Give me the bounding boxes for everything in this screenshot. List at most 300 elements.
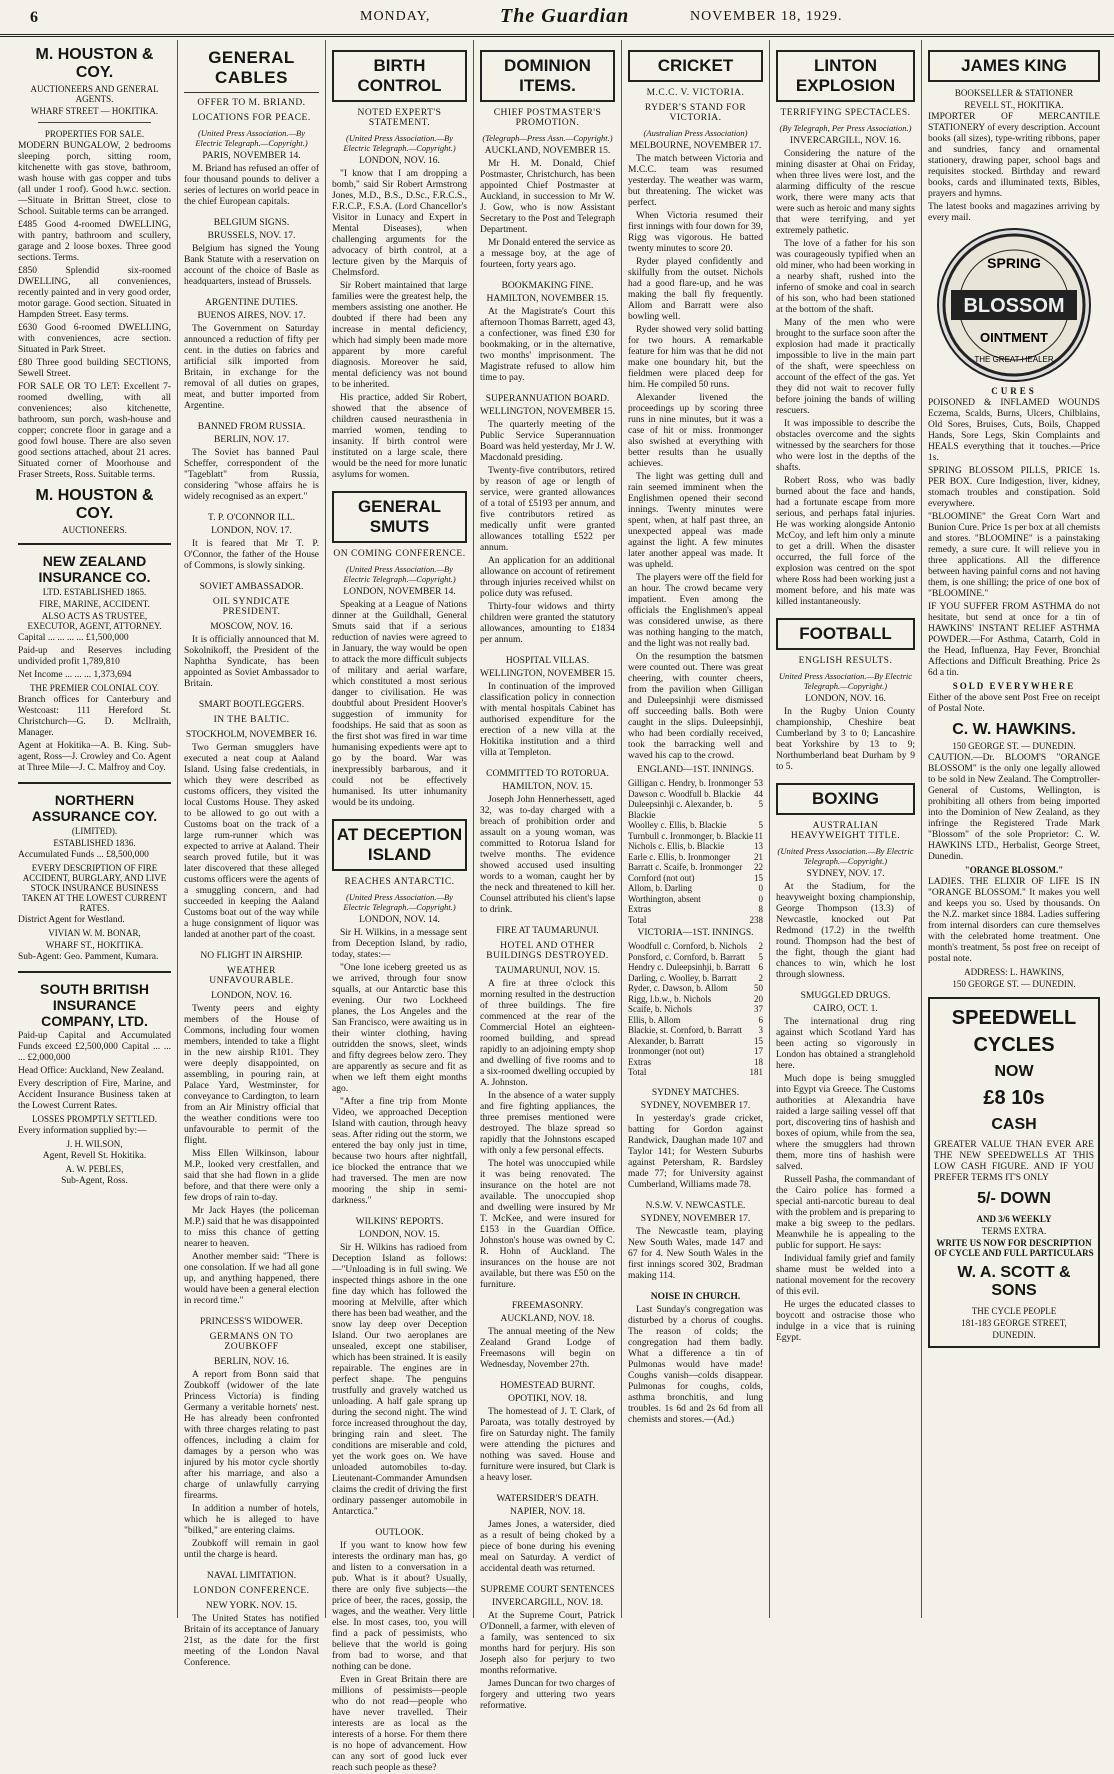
- paragraph: At the Stadium, for the heavyweight boxing championship, George Thompson (13.3) of Newcastle, knocked out Pat Redmond (17.2) in the twelfth round. Thompson had the best of the fight, though the giant had chances to win, which he lost through slowness.: [776, 882, 915, 980]
- south-british-capital: Paid-up Capital and Accumulated Funds exceed £2,500,000 Capital ... ... ... £2,000,000: [18, 1031, 171, 1063]
- batsman: Extras: [628, 1056, 651, 1067]
- credit-line: (United Press Association.—By Electric Telegraph.—Copyright.): [343, 564, 456, 584]
- property-ad: £80 Three good building SECTIONS, Sewell Street.: [18, 358, 171, 379]
- section-heading: LINTON EXPLOSION: [776, 50, 915, 102]
- subheading: OUTLOOK.: [375, 1528, 424, 1538]
- spring-blossom-logo: [937, 228, 1091, 382]
- paragraph: Sir H. Wilkins, in a message sent from Deception Island, by radio, today, states:—: [332, 928, 467, 960]
- speedwell-down: 5/- DOWN: [977, 1190, 1051, 1207]
- paragraph: James Jones, a watersider, died as a result of being choked by a piece of bone during his evening meal on Saturday. A verdict of accidental death was returned.: [480, 1520, 615, 1574]
- runs: 3: [758, 1025, 763, 1035]
- subheading: WATERSIDER'S DEATH.: [496, 1494, 599, 1504]
- asthma-body: IF YOU SUFFER FROM ASTHMA do not hesitate, but send at once for a tin of HAWKINS' INSTANT RELIEF ASTHMA POWDER.—For Asthma, Catarrh, Cold in the Head, Influenza, Hay Fever, Bronchial Affections and Difficult Breathing. Price 2s 6d a tin.: [928, 602, 1100, 678]
- subheading: OIL SYNDICATE PRESIDENT.: [212, 597, 291, 617]
- subheading: T. P. O'CONNOR ILL.: [207, 513, 296, 523]
- dateline: HAMILTON, NOVEMBER 15.: [486, 294, 609, 304]
- dateline: MELBOURNE, NOVEMBER 17.: [629, 141, 762, 151]
- subheading: HOTEL AND OTHER BUILDINGS DESTROYED.: [486, 941, 609, 961]
- paragraph: Individual family grief and family shame must be welded into a national movement for the recovery of this evil.: [776, 1254, 915, 1297]
- score-row: [628, 904, 763, 915]
- paragraph: When Victoria resumed their first innings with four down for 39, Rigg was vigorous. He batted twenty minutes to score 20.: [628, 211, 763, 254]
- paragraph: Twenty peers and eighty members of the House of Commons, including four women members, intended to take a flight in the new airship R101. They were deeply disappointed, on assembling, in pouring rain, at Palace Yard, Westminster, for conveyance to Cardington, to learn from an Air Ministry official that the weather conditions were too unfavourable to permit of the flight.: [184, 1004, 319, 1146]
- dateline: WELLINGTON, NOVEMBER 15.: [480, 407, 615, 417]
- dateline: NEW YORK. NOV. 15.: [205, 1601, 298, 1611]
- south-british-desc: Every description of Fire, Marine, and Accident Insurance Business taken at the Lowest Current Rates.: [18, 1079, 171, 1111]
- paragraph: The homestead of J. T. Clark, of Paroata, was totally destroyed by fire on Saturday night. The family were attending the pictures and nothing was saved. House and furniture were insured, but Clark is a heavy loser.: [480, 1407, 615, 1483]
- batsman: Ellis, b. Allom: [628, 1014, 681, 1025]
- credit-line: (United Press Association.—By Electric Telegraph.—Copyright.): [777, 846, 914, 866]
- northern-agent: District Agent for Westland.: [18, 915, 125, 925]
- paragraph: Many of the men who were brought to the surface soon after the explosion had made it practically impossible to live in the main part of the shaft, were speechless on account of the effect of the gas. Yet they did not wait to recover fully before joining the bands of willing rescuers.: [776, 318, 915, 416]
- dateline: WELLINGTON, NOVEMBER 15.: [480, 669, 615, 679]
- dateline: LONDON, NOV. 16.: [211, 991, 292, 1001]
- column-2-general-cables: [178, 40, 326, 1668]
- runs: 37: [754, 1004, 763, 1014]
- runs: 11: [754, 830, 763, 841]
- speedwell-cycles: CYCLES: [973, 1034, 1055, 1056]
- score-row: [628, 852, 763, 863]
- runs: 2: [758, 972, 763, 983]
- dateline: HAMILTON, NOV. 15.: [502, 782, 593, 792]
- subheading: IN THE BALTIC.: [213, 715, 290, 725]
- paragraph: The Newcastle team, playing New South Wales, made 147 and 67 for 4. New South Wales in the first innings scored 302, Bradman making 114.: [628, 1226, 763, 1281]
- was-cycle-people: THE CYCLE PEOPLE: [971, 1306, 1057, 1316]
- dateline: LONDON, NOV. 14.: [359, 915, 440, 925]
- paragraph: A fire at three o'clock this morning resulted in the destruction of three buildings. The fire commenced at the rear of the Commercial Hotel an eighteen-roomed building, and spread rapidly to an adjoining empty shop and dwelling of five rooms and to a six-roomed dwelling occupied by A. Johnston.: [480, 979, 615, 1088]
- subheading: M.C.C. V. VICTORIA.: [646, 88, 745, 98]
- subheading: WEATHER UNFAVOURABLE.: [209, 966, 294, 986]
- south-british-title: SOUTH BRITISH INSURANCE COMPANY, LTD.: [40, 981, 149, 1029]
- paragraph: Belgium has signed the Young Bank Statute with a reservation on account of the choice of Basle as headquarters, instead of Brussels.: [184, 244, 319, 287]
- paragraph: On the resumption the batsmen were counted out. There was great cheering, with counter cheers, from the pavilion when Gilligan and Duleepsinhji were dismissed off succeeding balls. Both were caught in the slips. Duleepsinhji, who had been cordially received, took the barracking well and waved his cap to the crowd.: [628, 652, 763, 761]
- speedwell-title: SPEEDWELL: [951, 1007, 1077, 1029]
- south-british-losses: LOSSES PROMPTLY SETTLED.: [31, 1114, 158, 1124]
- address-line: 150 GEORGE ST. — DUNEDIN.: [952, 979, 1076, 989]
- subheading: ARGENTINE DUTIES.: [205, 298, 298, 308]
- caution-body: CAUTION.—Dr. BLOOM'S "ORANGE BLOSSOM" is the only one legally allowed to be sold in New Zealand. The Comptroller-General of Customs, Wellington, is prohibiting all others from being imported into the Dominion of New Zealand, as they infringe the Registered Trade Mark "Blossom" of the sole Proprietor: C. W. HAWKINS LTD., Herbalist, George Street, Dunedin.: [928, 753, 1100, 862]
- section-heading: BIRTH CONTROL: [332, 50, 467, 102]
- nz-insurance-fire: FIRE, MARINE, ACCIDENT.: [39, 599, 150, 609]
- sold-everywhere: SOLD EVERYWHERE: [952, 681, 1076, 691]
- paragraph: James Duncan for two charges of forgery and uttering two years reformative.: [480, 1679, 615, 1711]
- james-king-body2: The latest books and magazines arriving by every mail.: [928, 202, 1100, 223]
- paragraph: In the Rugby Union County championship, Cheshire beat Cumberland by 3 to 0; Lancashire beat Yorkshire by 13 to 9; Northumberland beat Durham by 9 to 5.: [776, 707, 915, 772]
- batsman: Blackie, st. Cornford, b. Barratt: [628, 1025, 742, 1035]
- paragraph: Robert Ross, who was badly burned about the face and hands, had a fortunate escape from more serious, and perhaps fatal injuries. He was working alongside Antonio McCoy, and left him only a minute to get a drill. When the disaster occurred, the full force of the explosion was centred on the spot where Ross had been working just a moment before, and his mate was killed instantaneously.: [776, 476, 915, 607]
- subheading: REACHES ANTARCTIC.: [344, 877, 455, 887]
- score-row: [628, 1015, 763, 1026]
- subheading: N.S.W. V. NEWCASTLE.: [645, 1200, 746, 1211]
- paragraph: His practice, added Sir Robert, showed that the absence of children caused neurasthenia in married women, tending to insanity. If birth control were instituted on a large scale, there would be the need for more lunatic asylums for women.: [332, 393, 467, 480]
- masthead-day: MONDAY,: [360, 9, 431, 24]
- south-british-office: Head Office: Auckland, New Zealand.: [18, 1066, 164, 1076]
- paragraph: The quarterly meeting of the Public Service Superannuation Board was held yesterday, Mr J. W. Macdonald presiding.: [480, 420, 615, 463]
- paragraph: Two German smugglers have executed a neat coup at Aaland Island. Using false credentials, in which they were described as customs officers, they visited the local Customs House. They asked to be allowed to go out with a Customs boat on the track of a large rum-runner which was expected to arrive at Aaland. Their search proved futile, but it was later discovered that these alleged customs officers were the agents of a smuggling concern, and had succeeded in keeping the Aaland Customs boat out of the way while a huge consignment of liquor was landed at another part of the coast.: [184, 743, 319, 940]
- paragraph: Zoubkoff will remain in gaol until the charge is heard.: [184, 1539, 319, 1560]
- paragraph: Even in Great Britain there are millions of pessimists—people who do not read—people who have never travelled. Their interests are as local as the interests of a horse. For them there is no hope of advancement. How can any sort of good luck ever reach such people as these?: [332, 1675, 467, 1773]
- paragraph: The international drug ring against which Scotland Yard has been acting so vigorously in London has obtained a stranglehold here.: [776, 1017, 915, 1071]
- score-row: [628, 1067, 763, 1078]
- runs: 53: [754, 778, 763, 788]
- subheading: NOTED EXPERT'S STATEMENT.: [357, 108, 442, 128]
- nz-agents: Agent at Hokitika—A. B. King. Sub-agent, Ross—J. Crowley and Co. Agent at Three Mile—J. C. Malfroy and Coy.: [18, 741, 171, 773]
- nz-insurance-title: NEW ZEALAND INSURANCE CO.: [38, 553, 151, 585]
- paragraph: Alexander livened the proceedings up by scoring three runs in nine minutes, but it was a case of hit or miss. Ironmonger also swished at everything with better results than he usually achieves.: [628, 393, 763, 469]
- subheading: NOISE IN CHURCH.: [650, 1291, 741, 1302]
- agent-name: A. W. PEBLES,: [65, 1164, 124, 1174]
- paragraph: Mr Donald entered the service as a message boy, at the age of fourteen, forty years ago.: [480, 238, 615, 270]
- orange-blossom-heading: "ORANGE BLOSSOM.": [964, 865, 1064, 875]
- column-7-ads: [922, 40, 1106, 1618]
- dateline: AUCKLAND, NOVEMBER 15.: [484, 146, 611, 156]
- paragraph: Twenty-five contributors, retired by reason of age or length of service, were granted allowances of a total of £5193 per annum, and five contributors retired as medically unfit were granted allowances totalling £522 per annum.: [480, 466, 615, 553]
- property-ad: £485 Good 4-roomed DWELLING, with pantry, bathroom and scullery, garage and 2 loose boxes. Three good sections. Terms.: [18, 220, 171, 263]
- ladies-body: LADIES. THE ELIXIR OF LIFE IS IN "ORANGE BLOSSOM." It makes you well and keeps you so. Used by thousands. On the N.Z. market since 1884. Ladies suffering from internal disorders can cure themselves with the celebrated home treatment. One month's treatment, 5s post free on receipt of postal note.: [928, 877, 1100, 964]
- paragraph: Ryder showed very solid batting for two hours. A remarkable feature for him was that he did not make one boundary hit, but the fieldmen were placed deep for him. He compiled 50 runs.: [628, 325, 763, 390]
- paragraph: Sir Robert maintained that large families were the greatest help, the members assisting one another. He doubted if there had been any increase in mental deficiency, which had simply been made more apparent by more careful diagnosis. Moreover he said, mental deficiency was not bound to be inherited.: [332, 281, 467, 390]
- speedwell-write: WRITE US NOW FOR DESCRIPTION OF CYCLE AND FULL PARTICULARS: [934, 1238, 1094, 1258]
- nz-branch: Branch offices for Canterbury and Westcoast: 111 Hereford St. Christchurch—G. D. McIlraith, Manager.: [18, 695, 171, 738]
- runs: 20: [754, 993, 763, 1004]
- column-6-linton-explosion: [770, 40, 922, 1618]
- batsman: Worthington, absent: [628, 893, 701, 904]
- cures-body: POISONED & INFLAMED WOUNDS Eczema, Scalds, Burns, Ulcers, Chilblains, Old Sores, Bruises, Cuts, Boils, Chapped Hands, Sore Legs, Skin Complaints and HEALS everything that it touches.—Price 1s.: [928, 398, 1100, 463]
- dateline: BERLIN, NOV. 16.: [213, 1357, 290, 1367]
- batsman: Darling, c. Woolley, b. Barratt: [628, 972, 737, 983]
- paragraph: Joseph John Hennerhessett, aged 32, was to-day charged with a breach of prohibition order and assault on a young woman, was committed to Rotorua Island for twelve months. The evidence showed accused used insulting words to a woman, caught her by the neck and threatened to kill her. Counsel attributed his client's lapse to drink.: [480, 795, 615, 915]
- batsman: Hendry c. Duleepsinhji, b. Barratt: [628, 962, 751, 972]
- newspaper-title: The Guardian: [500, 5, 630, 27]
- runs: 18: [754, 1056, 763, 1067]
- runs: 13: [754, 841, 763, 851]
- subheading: SUPREME COURT SENTENCES: [480, 1585, 615, 1595]
- credit-line: (United Press Association.—By Electric Telegraph.—Copyright.): [343, 892, 456, 912]
- paragraph: "One lone iceberg greeted us as we arrived, through four snow squalls, at our Antarctic base this evening. Our two Lockheed planes, the Los Angeles and the San Francisco, were awaiting us in their winter clothing, having outridden the snows, sleet, winds and fifty degrees below zero. They are apparently as secure and fit as when we left them eight months ago.: [332, 963, 467, 1094]
- property-ad: £630 Good 6-roomed DWELLING, with conveniences, acre section. Situated in Park Street.: [18, 323, 171, 355]
- dateline: LONDON, NOV. 17.: [211, 526, 292, 536]
- credit-line: (By Telegraph, Per Press Association.): [779, 123, 912, 133]
- nz-income: Net Income ... ... ... 1,373,694: [18, 670, 132, 680]
- subheading: RYDER'S STAND FOR VICTORIA.: [644, 103, 747, 123]
- hawkins-addr: 150 GEORGE ST. — DUNEDIN.: [952, 741, 1076, 751]
- speedwell-weekly: AND 3/6 WEEKLY: [976, 1214, 1052, 1224]
- runs: 5: [758, 820, 763, 830]
- james-king-sub: BOOKSELLER & STATIONER: [954, 88, 1074, 98]
- runs: 0: [758, 893, 763, 904]
- batsman: Extras: [628, 904, 651, 914]
- dateline: SYDNEY, NOVEMBER 17.: [640, 1100, 751, 1111]
- score-row: [628, 1057, 763, 1068]
- subheading: BOOKMAKING FINE.: [501, 281, 594, 291]
- divider: [18, 782, 171, 784]
- paragraph: In yesterday's grade cricket, batting for Gordon against Randwick, Daughan made 107 and Taylor 141; for Western Suburbs against Petersham, R. Bardsley made 77; for University against Cumberland, Williams made 78.: [628, 1113, 763, 1190]
- batsman: Allom, b. Darling: [628, 883, 692, 893]
- section-heading: BOXING: [776, 783, 915, 815]
- paragraph: A report from Bonn said that Zoubkoff (widower of the late Princess Victoria) is finding Germany a veritable hornets' nest. He has already been confronted with three charges relating to past offences, including a claim for damages by a person who was injured by his motor cycle shortly after his marriage, and also a charge of unlawfully carrying firearms.: [184, 1370, 319, 1501]
- james-king-addr: REVELL ST., HOKITIKA.: [964, 100, 1064, 110]
- score-row: [628, 873, 763, 884]
- subheading: SUPERANNUATION BOARD.: [485, 394, 610, 404]
- subheading: AUSTRALIAN HEAVYWEIGHT TITLE.: [790, 821, 901, 841]
- batsman: Barratt c. Scaife, b. Ironmonger: [628, 862, 743, 872]
- property-ad: FOR SALE OR TO LET: Excellent 7-roomed dwelling, with all conveniences; also kitchenette, bathroom, sun porch, wash-house and copper; concrete floor in garage and a good fowl house. There are also seven good sections attached, about 21 acres. Situated corner of Moorhouse and Fraser Streets, Ross. Suitable terms.: [18, 382, 171, 480]
- score-row: [628, 1004, 763, 1015]
- northern-subagent: Sub-Agent: Geo. Pamment, Kumara.: [18, 952, 159, 962]
- subheading: BELGIUM SIGNS.: [213, 218, 290, 228]
- batsman: Ironmonger (not out): [628, 1046, 704, 1056]
- northern-name: VIVIAN W. M. BONAR,: [48, 928, 141, 938]
- dateline: LONDON, NOV. 16.: [359, 156, 440, 166]
- batsman: Earle c. Ellis, b. Ironmonger: [628, 851, 731, 862]
- batsman: Duleepsinhji c. Alexander, b. Blackie: [628, 799, 733, 820]
- subheading: HOSPITAL VILLAS.: [505, 656, 590, 666]
- score-row: [628, 883, 763, 894]
- hawkins-name: C. W. HAWKINS.: [952, 721, 1076, 738]
- column-3-birth-control: [326, 40, 474, 1773]
- batsman: Turnbull c. Ironmonger, b. Blackie: [628, 830, 754, 841]
- paragraph: "After a fine trip from Monte Video, we approached Deception Island with caution, through heavy seas. After riding out the storm, we entered the bay only just in time, because two hours after nightfall, ice blocked the entrance that we had traversed. The men are now mooring the ship in semi-darkness.": [332, 1097, 467, 1206]
- dateline: SYDNEY, NOV. 17.: [806, 869, 885, 879]
- subheading: SOVIET AMBASSADOR.: [199, 582, 304, 592]
- address-line: ADDRESS: L. HAWKINS,: [964, 967, 1064, 977]
- subheading: BANNED FROM RUSSIA.: [197, 422, 306, 432]
- masthead: [0, 0, 1114, 37]
- agent-addr: Agent, Revell St. Hokitika.: [42, 1151, 147, 1161]
- pills-body: SPRING BLOSSOM PILLS, PRICE 1s. PER BOX. Cure Indigestion, liver, kidney, stomach troubles and constipation. Sold everywhere.: [928, 466, 1100, 509]
- houston-footer-sub: AUCTIONEERS.: [62, 525, 127, 535]
- logo-text-band: THE GREAT HEALER: [974, 355, 1054, 364]
- dateline: MOSCOW, NOV. 16.: [210, 622, 293, 632]
- paragraph: The Soviet has banned Paul Scheffer, correspondent of the "Tageblatt" from Russia, considering "whose affairs he is widely recognised as an expert.": [184, 448, 319, 502]
- paragraph: Last Sunday's congregation was disturbed by a chorus of coughs. The reason of colds; the congregation had them badly. What a difference a tin of Pulmonas would have made! Coughs vanish—colds disappear. Pulmonas for coughs, colds, asthma bronchitis, and lung troubles. 1s 6d and 2s 6d from all chemists and stores.—(Ad.): [628, 1304, 763, 1425]
- sold-sub: Either of the above sent Post Free on receipt of Postal Note.: [928, 693, 1100, 714]
- paragraph: The annual meeting of the New Zealand Grand Lodge of Freemasons will begin on Wednesday, November 27th.: [480, 1327, 615, 1370]
- dateline: STOCKHOLM, NOVEMBER 16.: [185, 730, 318, 740]
- score-row: [628, 952, 763, 963]
- score-row: [628, 789, 763, 800]
- batsman: Rigg, l.b.w., b. Nichols: [628, 993, 712, 1004]
- score-row: [628, 778, 763, 789]
- paragraph: In continuation of the improved classification policy in connection with mental hospitals Cabinet has authorised expenditure for the erection of a new villa at the Hokitika institution and a third villa at Templeton.: [480, 682, 615, 758]
- scorecard-heading: ENGLAND—1ST. INNINGS.: [637, 765, 754, 775]
- dateline: BUENOS AIRES, NOV. 17.: [197, 311, 306, 321]
- subheading: NAVAL LIMITATION.: [206, 1571, 297, 1581]
- speedwell-terms: TERMS EXTRA.: [981, 1226, 1047, 1236]
- score-row: [628, 1036, 763, 1047]
- northern-ltd: (LIMITED).: [71, 826, 118, 836]
- was-city: DUNEDIN.: [992, 1330, 1036, 1340]
- nz-capital: Capital ... ... ... ... £1,500,000: [18, 633, 129, 643]
- subheading: PRINCESS'S WIDOWER.: [200, 1317, 303, 1327]
- paragraph: M. Briand has refused an offer of four thousand pounds to deliver a series of lectures on world peace in the chief European capitals.: [184, 164, 319, 207]
- paragraph: In the absence of a water supply and fire fighting appliances, the three premises mentioned were destroyed. The blaze spread so rapidly that the Johnstons escaped with only a few personal effects.: [480, 1091, 615, 1156]
- logo-text-bot: OINTMENT: [980, 330, 1048, 345]
- paragraph: Russell Pasha, the commandant of the Cairo police has formed a special anti-narcotic bureau to deal with the problem and is preparing to make a big sweep to the pedlars. Meanwhile he is appealing to the public for support. He says:: [776, 1175, 915, 1251]
- dateline: LONDON, NOV. 16.: [805, 694, 886, 704]
- subheading: GERMANS ON TO ZOUBKOFF: [209, 1332, 294, 1352]
- credit-line: (Telegraph—Press Assn.—Copyright.): [482, 133, 613, 143]
- runs: 5: [758, 799, 763, 809]
- speedwell-ad: [928, 997, 1100, 1348]
- subheading: CHIEF POSTMASTER'S PROMOTION.: [493, 108, 602, 128]
- cures-heading: CURES: [991, 386, 1037, 396]
- paragraph: If you want to know how few interests the ordinary man has, go and listen to a conversation in a pub. What is it about? Usually, there are only five subjects—the price of beer, the races, gossip, the wages, and the weather. Very little else. In most cases, too, you will find a pack of pessimists, who believe that the world is going from bad to worse, and that nothing can be done.: [332, 1541, 467, 1672]
- runs: 6: [758, 1014, 763, 1025]
- speedwell-now: NOW: [994, 1063, 1034, 1080]
- batsman: Woolley c. Ellis, b. Blackie: [628, 820, 727, 830]
- credit-line: (United Press Association.—By Electric Telegraph.—Copyright.): [195, 128, 308, 148]
- score-row: [628, 962, 763, 973]
- nz-premier: THE PREMIER COLONIAL COY.: [29, 683, 159, 693]
- score-row: [628, 820, 763, 831]
- property-ad: MODERN BUNGALOW, 2 bedrooms sleeping porch, sitting room, kitchenette with gas stove, bathroom, wash house with gas copper and tubs (all under 1 roof). Good h.w.c. section.—Situate in Brittan Street, close to School. Suitable terms can be arranged.: [18, 141, 171, 217]
- agent-addr: Sub-Agent, Ross.: [61, 1176, 128, 1186]
- was-name: W. A. SCOTT & SONS: [957, 1264, 1071, 1299]
- south-british-info: Every information supplied by:—: [18, 1126, 147, 1136]
- speedwell-price: £8 10s: [983, 1087, 1045, 1109]
- paragraph: Mr H. M. Donald, Chief Postmaster, Christchurch, has been appointed Chief Postmaster at Auckland, in succession to Mr W. J. Gow, who is now Assistant Secretary to the Post and Telegraph Department.: [480, 159, 615, 235]
- paragraph: Ryder played confidently and skilfully from the outset. Nichols had a good flare-up, and he was making the ball fly frequently. Allom and Barratt were also bowling well.: [628, 257, 763, 322]
- bloomine-body: "BLOOMINE" the Great Corn Wart and Bunion Cure. Price 1s per box at all chemists and stores. "BLOOMINE" is a painstaking remedy, a sure cure. It will relieve you in three applications. All the difference between having painful corns and not having them, is one shilling; the price of one box of "BLOOMINE.": [928, 512, 1100, 599]
- runs: 21: [754, 851, 763, 862]
- nz-insurance-est: LTD. ESTABLISHED 1865.: [42, 587, 147, 597]
- subheading: FREEMASONRY.: [511, 1301, 584, 1311]
- section-heading: DOMINION ITEMS.: [480, 50, 615, 102]
- subheading: HOMESTEAD BURNT.: [500, 1381, 595, 1391]
- speedwell-value: GREATER VALUE THAN EVER ARE THE NEW SPEEDWELLS AT THIS LOW CASH FIGURE. AND IF YOU PREFER TERMS IT'S ONLY: [934, 1140, 1094, 1183]
- batsman: Alexander, b. Barratt: [628, 1035, 704, 1046]
- subheading: WILKINS' REPORTS.: [355, 1217, 444, 1227]
- paragraph: Mr Jack Hayes (the policeman M.P.) said that he was disappointed to miss this chance of getting nearer to heaven.: [184, 1206, 319, 1249]
- james-king-body: IMPORTER OF MERCANTILE STATIONERY of every description. Account books (all sizes), type-writing ribbons, paper and sundries, fancy and ornamental stationery, drawing paper, school bags and requisites stocked. Birthday and reward books, cards and illuminated texts, Bibles, prayers and hymns.: [928, 112, 1100, 199]
- column-5-cricket: [622, 40, 770, 1618]
- logo-text-mid: BLOSSOM: [963, 295, 1065, 317]
- runs: 44: [754, 788, 763, 799]
- houston-ad-title: M. HOUSTON & COY.: [35, 46, 154, 81]
- scorecard-heading: VICTORIA—1ST. INNINGS.: [637, 928, 754, 938]
- credit-line: United Press Association.—By Electric Telegraph.—Copyright.): [778, 671, 913, 691]
- batsman: Scaife, b. Nichols: [628, 1004, 692, 1014]
- credit-line: (United Press Association.—By Electric Telegraph.—Copyright.): [343, 133, 456, 153]
- dateline: INVERCARGILL, NOV. 16.: [790, 136, 901, 146]
- section-heading: GENERAL SMUTS: [332, 491, 467, 543]
- dateline: OPOTIKI, NOV. 18.: [508, 1394, 587, 1404]
- divider: [18, 543, 171, 545]
- subheading: LONDON CONFERENCE.: [193, 1586, 310, 1596]
- section-heading: FOOTBALL: [776, 618, 915, 650]
- dateline: LONDON, NOVEMBER 14.: [343, 587, 456, 597]
- scorecard-england: [628, 778, 763, 925]
- section-heading: AT DECEPTION ISLAND: [332, 819, 467, 871]
- subheading: TERRIFYING SPECTACLES.: [780, 108, 911, 118]
- nz-reserves: Paid-up and Reserves including undivided profit 1,789,810: [18, 646, 171, 667]
- houston-ad-footer: M. HOUSTON & COY.: [35, 487, 154, 522]
- batsman: Cornford (not out): [628, 872, 695, 883]
- paragraph: Much dope is being smuggled into Egypt via Greece. The Customs authorities at Alexandria have raided a large sailing vessel off that port, discovering tins of hashish and boxes of opium, while from the sea, where the smugglers had thrown them, more tins of hashish were salved.: [776, 1074, 915, 1172]
- batsman: Woodfull c. Cornford, b. Nichols: [628, 941, 748, 951]
- subheading: NO FLIGHT IN AIRSHIP.: [200, 951, 303, 961]
- subheading: SMART BOOTLEGGERS.: [198, 700, 305, 710]
- subheading: ON COMING CONFERENCE.: [333, 549, 466, 559]
- was-addr: 181-183 GEORGE STREET,: [961, 1318, 1067, 1328]
- paragraph: It is officially announced that M. Sokolnikoff, the President of the Naphtha Syndicate, has been appointed as Soviet Ambassador to Britain.: [184, 635, 319, 689]
- paragraph: The hotel was unoccupied while it was being renovated. The insurance on the hotel are not available. The unoccupied shop and dwelling were insured by Mr T. McKee, and were insured for £153 in the Guardian Office. Johnston's house was owned by C. R. Hohn of Auckland. The insurances on the house are not available, but there was £50 on the furniture.: [480, 1159, 615, 1290]
- subheading: FIRE AT TAUMARUNUI.: [496, 926, 599, 936]
- score-row: [628, 1046, 763, 1057]
- page-columns: [12, 40, 1106, 1773]
- speedwell-cash: CASH: [991, 1116, 1037, 1133]
- batsman: Ryder, c. Dawson, b. Allom: [628, 983, 728, 993]
- subheading: OFFER TO M. BRIAND.: [197, 98, 306, 108]
- northern-est: ESTABLISHED 1836.: [53, 838, 136, 848]
- paragraph: In addition a number of hotels, which he is alleged to have "bilked," are entering claims.: [184, 1504, 319, 1536]
- batsman: Total: [628, 914, 647, 925]
- score-row: [628, 862, 763, 873]
- northern-desc: EVERY DESCRIPTION OF FIRE ACCIDENT, BURGLARY, AND LIVE STOCK INSURANCE BUSINESS TAKEN AT THE LOWEST CURRENT RATES.: [22, 863, 167, 913]
- houston-sub: AUCTIONEERS AND GENERAL AGENTS.: [30, 84, 159, 104]
- runs: 2: [758, 941, 763, 951]
- dateline: CAIRO, OCT. 1.: [813, 1004, 878, 1014]
- page-number: 6: [30, 9, 39, 26]
- score-row: [628, 894, 763, 905]
- dateline: INVERCARGILL, NOV. 18.: [492, 1598, 603, 1608]
- divider: [38, 122, 151, 123]
- runs: 181: [749, 1067, 763, 1077]
- paragraph: The match between Victoria and M.C.C. team was resumed yesterday. The weather was warm, but threatening. The wicket was perfect.: [628, 154, 763, 208]
- dateline: TAUMARUNUI, NOV. 15.: [495, 966, 600, 976]
- dateline: BERLIN, NOV. 17.: [213, 435, 290, 445]
- runs: 15: [754, 1035, 763, 1046]
- score-row: [628, 915, 763, 926]
- batsman: Gilligan c. Hendry, b. Ironmonger: [628, 778, 751, 788]
- divider: [18, 971, 171, 973]
- dateline: AUCKLAND, NOV. 18.: [500, 1314, 595, 1324]
- section-heading: CRICKET: [628, 50, 763, 82]
- subheading: SMUGGLED DRUGS.: [800, 991, 891, 1001]
- properties-heading: PROPERTIES FOR SALE.: [44, 129, 145, 139]
- section-heading: GENERAL CABLES: [184, 48, 319, 93]
- james-king-title: JAMES KING: [928, 50, 1100, 82]
- paragraph: It is feared that Mr T. P. O'Connor, the father of the House of Commons, is slowly sinking.: [184, 539, 319, 571]
- score-row: [628, 799, 763, 820]
- paragraph: At the Supreme Court, Patrick O'Donnell, a farmer, with eleven of a family, was sentenced to six months hard for perjury. His son Joseph also for perjury to two months reformative.: [480, 1611, 615, 1676]
- paragraph: The Government on Saturday announced a reduction of fifty per cent. in the duties on fabrics and artificial silk imported from Britain, in exchange for the removal of all duties on grapes, meat, and butter imported from Argentine.: [184, 324, 319, 411]
- paragraph: It was impossible to describe the obstacles overcome and the sights witnessed by the searchers for those who were lost in the depths of the shafts.: [776, 419, 915, 473]
- runs: 17: [754, 1046, 763, 1056]
- batsman: Nichols c. Ellis, b. Blackie: [628, 841, 725, 851]
- dateline: NAPIER, NOV. 18.: [509, 1507, 586, 1517]
- runs: 50: [754, 983, 763, 993]
- paragraph: The love of a father for his son was courageously typified when an old miner, who had been working in a nearby shaft, rushed into the inferno of smoke and coal in search of his son, who had been stationed at the bottom of the shaft.: [776, 239, 915, 315]
- runs: 22: [754, 862, 763, 872]
- paragraph: He urges the educated classes to boycott and ostracise those who indulge in a vice that is ruining Egypt.: [776, 1300, 915, 1343]
- runs: 6: [758, 962, 763, 972]
- batsman: Total: [628, 1067, 647, 1077]
- scorecard-victoria: [628, 941, 763, 1078]
- runs: 0: [758, 883, 763, 893]
- paragraph: Miss Ellen Wilkinson, labour M.P., looked very crestfallen, and said that she had flown in a glide before, and that there were only a few drops of rain to-day.: [184, 1149, 319, 1203]
- dateline: BRUSSELS, NOV. 17.: [207, 231, 296, 241]
- subheading: COMMITTED TO ROTORUA.: [486, 769, 609, 779]
- houston-addr: WHARF STREET — HOKITIKA.: [30, 106, 159, 116]
- score-row: [628, 973, 763, 984]
- subheading: LOCATIONS FOR PEACE.: [192, 113, 311, 123]
- paragraph: The light was getting dull and rain seemed imminent when the Englishmen opened their second innings. Twenty minutes were spent, when, at half past three, an unexpected appeal was made against the light. A few minutes later another appeal was made. It was upheld.: [628, 472, 763, 570]
- column-4-dominion-items: [474, 40, 622, 1711]
- score-row: [628, 831, 763, 842]
- subheading: ENGLISH RESULTS.: [798, 656, 893, 666]
- paragraph: An application for an additional allowance on account of retirement through injuries received whilst on police duty was refused.: [480, 556, 615, 599]
